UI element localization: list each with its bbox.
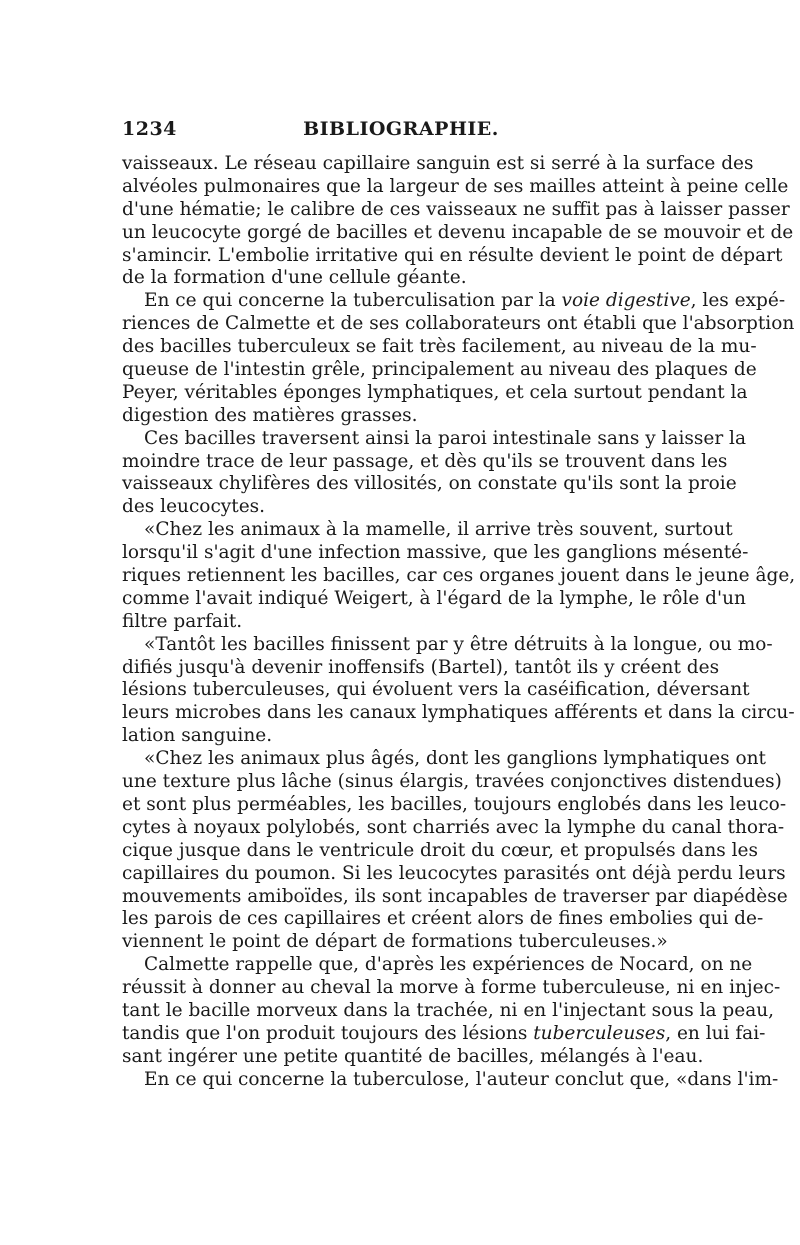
text-line: riques retiennent les bacilles, car ces organes jouent dans le jeune âge, [122,565,796,587]
text-line: filtre parfait. [122,610,243,632]
text-line: lation sanguine. [122,725,273,747]
text-line: moindre trace de leur passage, et dès qu'ils se trouvent dans les [122,450,728,472]
text-line: un leucocyte gorgé de bacilles et devenu incapable de se mouvoir et de [122,221,794,243]
text-line: Ces bacilles traversent ainsi la paroi intestinale sans y laisser la [144,427,746,449]
text-line: s'amincir. L'embolie irritative qui en résulte devient le point de départ [122,244,783,266]
text-line: riences de Calmette et de ses collaborateurs ont établi que l'absorption [122,313,795,335]
text-line: lésions tuberculeuses, qui évoluent vers la caséification, déversant [122,679,750,701]
text-line: queuse de l'intestin grêle, principalement au niveau des plaques de [122,359,757,381]
text-line: lorsqu'il s'agit d'une infection massive, que les ganglions mésenté- [122,542,749,564]
page-number: 1234 [122,118,177,140]
text-line: vaisseaux. Le réseau capillaire sanguin est si serré à la surface des [122,153,754,174]
page-header [122,118,680,148]
text-line: vaisseaux chylifères des villosités, on constate qu'ils sont la proie [122,473,737,495]
text-line: digestion des matières grasses. [122,404,418,426]
text-line: d'une hématie; le calibre de ces vaisseaux ne suffit pas à laisser passer [122,198,790,220]
text-line: En ce qui concerne la tuberculisation par la voie digestive, les expé- [144,290,786,312]
text-line: capillaires du poumon. Si les leucocytes parasités ont déjà perdu leurs [122,862,786,884]
text-line: tandis que l'on produit toujours des lésions tuberculeuses, en lui fai- [122,1022,766,1044]
text-line: Calmette rappelle que, d'après les expériences de Nocard, on ne [144,954,753,976]
text-line: et sont plus perméables, les bacilles, toujours englobés dans les leuco- [122,793,787,815]
text-line: réussit à donner au cheval la morve à forme tuberculeuse, ni en injec- [122,977,781,999]
text-line: alvéoles pulmonaires que la largeur de ses mailles atteint à peine celle [122,175,789,197]
text-line: des bacilles tuberculeux se fait très facilement, au niveau de la mu- [122,336,757,358]
text-line: «Chez les animaux à la mamelle, il arrive très souvent, surtout [144,519,733,541]
text-line: viennent le point de départ de formations tuberculeuses.» [122,931,668,953]
text-line: des leucocytes. [122,496,266,518]
text-line: difiés jusqu'à devenir inoffensifs (Bartel), tantôt ils y créent des [122,656,720,678]
text-line: de la formation d'une cellule géante. [122,267,467,289]
text-line: «Tantôt les bacilles finissent par y être détruits à la longue, ou mo- [144,633,773,655]
text-line: comme l'avait indiqué Weigert, à l'égard de la lymphe, le rôle d'un [122,587,746,609]
text-line: cytes à noyaux polylobés, sont charriés avec la lymphe du canal thora- [122,816,785,838]
text-line: cique jusque dans le ventricule droit du cœur, et propulsés dans les [122,839,758,861]
text-line: tant le bacille morveux dans la trachée, ni en l'injectant sous la peau, [122,999,775,1021]
text-line: sant ingérer une petite quantité de bacilles, mélangés à l'eau. [122,1045,704,1067]
text-line: leurs microbes dans les canaux lymphatiques afférents et dans la circu- [122,702,795,724]
running-title: BIBLIOGRAPHIE. [303,118,499,140]
body-text [122,153,796,1092]
text-line: une texture plus lâche (sinus élargis, travées conjonctives distendues) [122,771,782,793]
text-line: En ce qui concerne la tuberculose, l'auteur conclut que, «dans l'im- [144,1068,779,1090]
text-line: les parois de ces capillaires et créent alors de fines embolies qui de- [122,908,764,930]
text-line: Peyer, véritables éponges lymphatiques, et cela surtout pendant la [122,381,748,403]
text-line: mouvements amiboïdes, ils sont incapables de traverser par diapédèse [122,885,788,907]
text-line: «Chez les animaux plus âgés, dont les ganglions lymphatiques ont [144,748,766,770]
